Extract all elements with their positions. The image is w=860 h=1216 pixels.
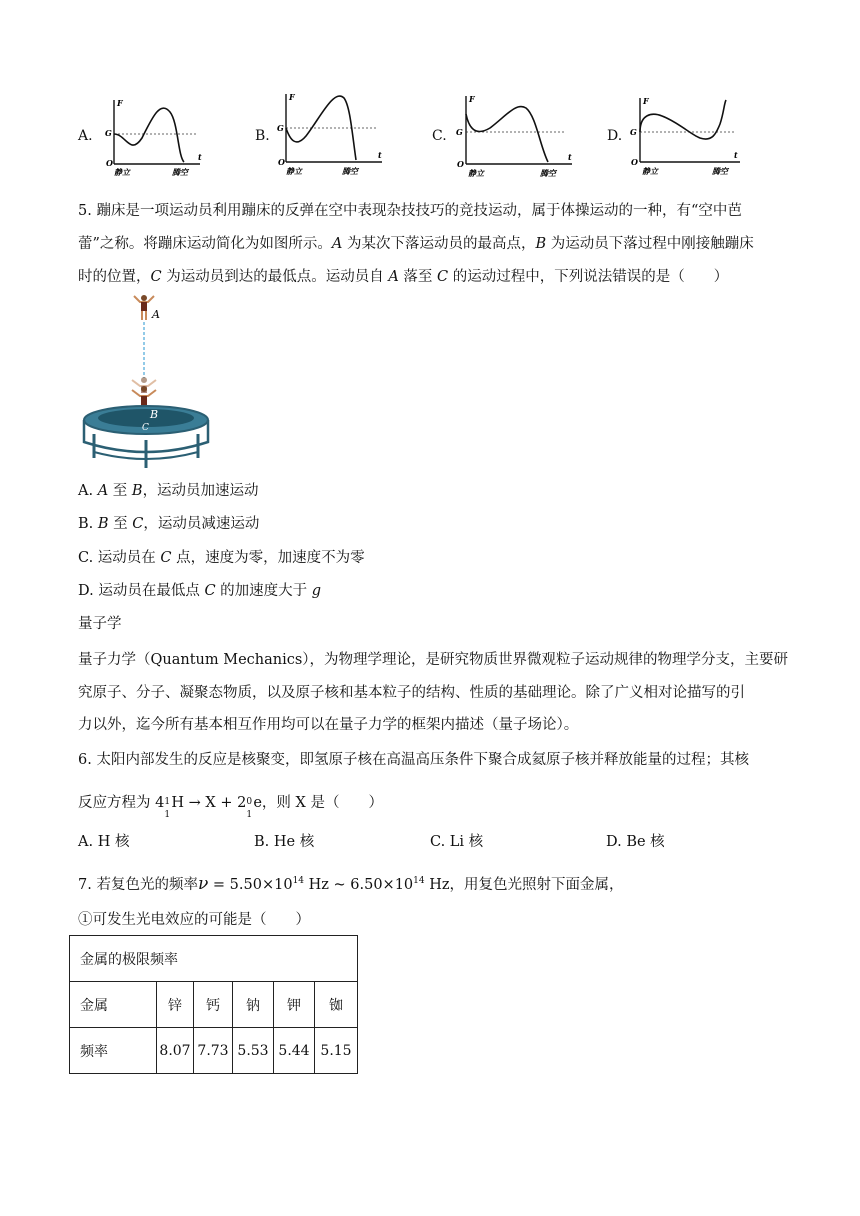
q4d-end: 腾空 [712, 166, 728, 176]
quantum-heading: 量子学 [78, 616, 122, 632]
q4-option-d-label[interactable]: D. [607, 128, 623, 144]
q4a-origin: O [106, 158, 113, 168]
row-header-metal: 金属 [70, 982, 157, 1028]
q5-option-d[interactable]: D. 运动员在最低点 C 的加速度大于 g [78, 583, 322, 599]
q7-sub-question: ①可发生光电效应的可能是（ ） [78, 912, 310, 928]
q4c-start: 静立 [468, 168, 484, 178]
q4-graph-d[interactable] [628, 94, 746, 182]
fig-label-a: A [152, 308, 160, 321]
q4b-origin: O [278, 157, 285, 167]
quantum-para-line3: 力以外，迄今所有基本相互作用均可以在量子力学的框架内描述（量子场论）。 [78, 717, 579, 733]
q4-graph-b[interactable] [276, 88, 388, 182]
metal-ca: 钙 [194, 982, 233, 1028]
q4a-end: 腾空 [172, 167, 188, 177]
nuclear-equation: 4 1 1 H → X + 2 0 1 e [155, 795, 262, 820]
q4d-start: 静立 [642, 166, 658, 176]
q6-option-d[interactable]: D. Be 核 [606, 834, 665, 850]
q4-option-b-label[interactable]: B. [255, 128, 270, 144]
q4c-end: 腾空 [540, 168, 556, 178]
table-row-metals [70, 982, 358, 1028]
q4-graph-a[interactable] [104, 96, 204, 182]
q4c-origin: O [457, 159, 464, 169]
quantum-para-line2: 究原子、分子、凝聚态物质，以及原子核和基本粒子的结构、性质的基础理论。除了广义相对论描写的引 [78, 685, 745, 701]
q4c-g: G [456, 127, 463, 137]
q4d-g: G [630, 127, 637, 137]
q5-option-b[interactable]: B. B 至 C，运动员减速运动 [78, 516, 260, 532]
q4b-start: 静立 [286, 166, 302, 176]
row-header-frequency: 频率 [70, 1028, 157, 1074]
freq-k: 5.44 [274, 1028, 315, 1074]
q6-stem-line1: 6. 太阳内部发生的反应是核聚变，即氢原子核在高温高压条件下聚合成氦原子核并释放能量的过程；其核 [78, 752, 749, 768]
fig-label-b: B [150, 408, 159, 421]
q7-stem: 7. 若复色光的频率$\nu = 5.50\times 10^{14}$ Hz ~ $6.50\times 10^{14}$ Hz，用复色光照射下面金属， [78, 873, 624, 894]
q6-stem-line2: 反应方程为 4 1 1 H → X + 2 0 1 e，则 X 是（ ） [78, 795, 383, 820]
q5-stem-line2: 蕾”之称。将蹦床运动简化为如图所示。A 为某次下落运动员的最高点，B 为运动员下落过程中刚接触蹦床 [78, 236, 754, 252]
q5-stem-line1: 5. 蹦床是一项运动员利用蹦床的反弹在空中表现杂技技巧的竞技运动，属于体操运动的一种，有“空中芭 [78, 203, 742, 219]
q4d-axis-f: F [643, 96, 649, 106]
q4-option-a-label[interactable]: A. [78, 128, 93, 144]
metal-rb: 铷 [315, 982, 358, 1028]
q4a-g: G [105, 128, 112, 138]
q4b-axis-t: t [378, 150, 382, 160]
quantum-para-line1: 量子力学（Quantum Mechanics），为物理学理论，是研究物质世界微观粒子运动规律的物理学分支，主要研 [78, 652, 789, 668]
metal-na: 钠 [233, 982, 274, 1028]
freq-rb: 5.15 [315, 1028, 358, 1074]
freq-zn: 8.07 [157, 1028, 194, 1074]
q6-option-b[interactable]: B. He 核 [254, 834, 315, 850]
trampoline-figure [80, 292, 220, 476]
freq-ca: 7.73 [194, 1028, 233, 1074]
q4a-start: 静立 [114, 167, 130, 177]
q6-option-a[interactable]: A. H 核 [78, 834, 130, 850]
table-title: 金属的极限频率 [70, 936, 358, 982]
q4d-axis-t: t [734, 150, 738, 160]
q4b-end: 腾空 [342, 166, 358, 176]
q4-graph-c[interactable] [454, 92, 578, 184]
metal-k: 钾 [274, 982, 315, 1028]
q4a-axis-t: t [198, 152, 202, 162]
metal-threshold-table [69, 935, 358, 1074]
q5-stem-line3: 时的位置，C 为运动员到达的最低点。运动员自 A 落至 C 的运动过程中，下列说法错误的是（ ） [78, 269, 729, 285]
fig-label-c: C [142, 423, 149, 433]
q4c-axis-t: t [568, 152, 572, 162]
athlete-top-icon [134, 295, 154, 320]
q4d-origin: O [631, 157, 638, 167]
table-row-frequencies [70, 1028, 358, 1074]
metal-zn: 锌 [157, 982, 194, 1028]
q4b-axis-f: F [289, 92, 295, 102]
q4c-axis-f: F [469, 94, 475, 104]
q6-option-c[interactable]: C. Li 核 [430, 834, 484, 850]
freq-na: 5.53 [233, 1028, 274, 1074]
q5-option-a[interactable]: A. A 至 B，运动员加速运动 [78, 483, 259, 499]
q4a-axis-f: F [117, 98, 123, 108]
q4-option-c-label[interactable]: C. [432, 128, 447, 144]
q5-option-c[interactable]: C. 运动员在 C 点，速度为零，加速度不为零 [78, 550, 365, 566]
q4b-g: G [277, 123, 284, 133]
